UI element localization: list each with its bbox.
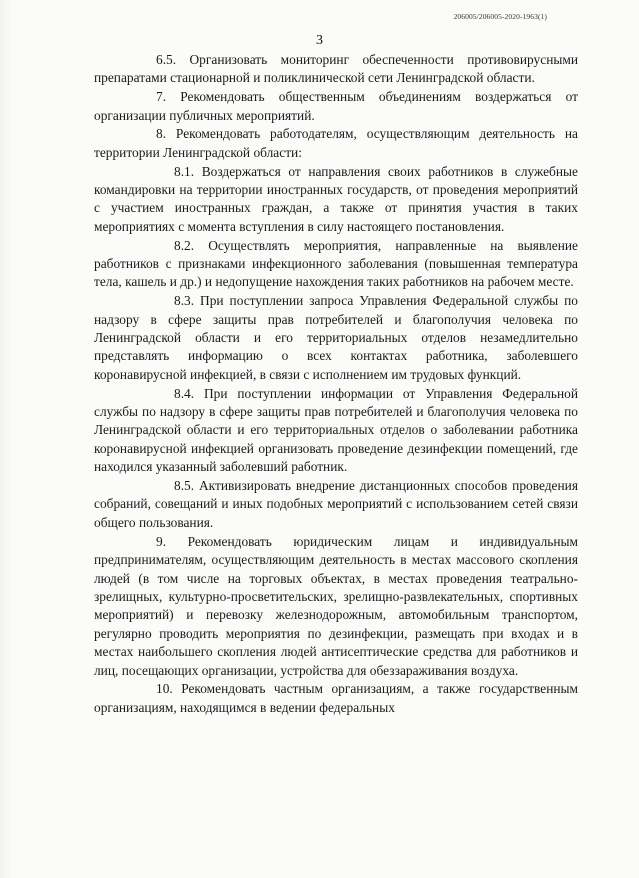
paragraph-8-5: [94, 477, 578, 532]
paragraph-text: Осуществлять мероприятия, направленные на выявление работников с признаками инфекционного заболевания (повышенная температура тела, кашель и др.) и недопущение нахождения таких работников на рабочем месте.: [94, 237, 578, 290]
paragraph-8-3: [94, 292, 578, 384]
paragraph-text: Рекомендовать работодателям, осуществляющим деятельность на территории Ленинградской области:: [94, 126, 578, 160]
paragraph-8-2: [94, 237, 578, 292]
paragraph-number: 8.4.: [174, 385, 195, 401]
paragraph-text: При поступлении информации от Управления Федеральной службы по надзору в сфере защиты прав потребителей и благополучия человека по Ленинградской области и его территориальных отделов о заболевании работника коронавирусной инфекцией организовать проведение дезинфекции помещений, где находился указанный заболевший работник.: [94, 385, 578, 475]
scan-edge-shadow: [0, 0, 12, 878]
paragraph-number: 8.5.: [174, 478, 195, 494]
paragraph-10: [94, 680, 578, 717]
paragraph-number: 8.: [156, 126, 167, 142]
document-body: [94, 51, 578, 718]
paragraph-8: [94, 125, 578, 162]
document-id: 206005/206005-2020-1963(1): [453, 12, 547, 21]
paragraph-number: 6.5.: [156, 52, 177, 67]
paragraph-9: [94, 533, 578, 680]
paragraph-text: Рекомендовать частным организациям, а также государственным организациям, находящимся в ведении федеральных: [94, 681, 578, 715]
page-number: 3: [316, 33, 323, 48]
paragraph-8-4: [94, 385, 578, 477]
paragraph-text: Рекомендовать общественным объединениям воздержаться от организации публичных мероприятий.: [94, 89, 578, 123]
paragraph-text: При поступлении запроса Управления Федеральной службы по надзору в сфере защиты прав потребителей и благополучия человека по Ленинградской области и его территориальных отделов незамедлительно представлять информацию о всех контактах работника, заболевшего коронавирусной инфекцией, в связи с исполнением им трудовых функций.: [94, 293, 578, 382]
paragraph-8-1: [94, 163, 578, 237]
paragraph-number: 7.: [156, 89, 167, 105]
paragraph-number: 8.3.: [174, 293, 195, 309]
paragraph-6-5: [94, 51, 578, 88]
paragraph-number: 8.1.: [174, 163, 195, 179]
paragraph-text: Рекомендовать юридическим лицам и индивидуальным предпринимателям, осуществляющим деятельность в местах массового скопления людей (в том числе на торговых объектах, в местах проведения театрально-зрелищных, культурно-просветительских, зрелищно-развлекательных, спортивных мероприятий) и перевозку железнодорожным, автомобильным транспортом, регулярно проводить мероприятия по дезинфекции, размещать при входах и в местах наибольшего скопления людей антисептические средства для работников и лиц, посещающих организации, устройства для обеззараживания воздуха.: [94, 533, 578, 678]
paragraph-number: 9.: [156, 533, 167, 549]
paragraph-text: Организовать мониторинг обеспеченности противовирусными препаратами стационарной и поликлинической сети Ленинградской области.: [94, 52, 578, 86]
paragraph-number: 8.2.: [174, 237, 195, 253]
paragraph-number: 10.: [156, 681, 173, 697]
paragraph-text: Воздержаться от направления своих работников в служебные командировки на территории иностранных государств, от проведения мероприятий с участием иностранных граждан, а также от принятия участия в таких мероприятиях с момента вступления в силу настоящего постановления.: [94, 163, 578, 234]
paragraph-7: [94, 88, 578, 125]
paragraph-text: Активизировать внедрение дистанционных способов проведения собраний, совещаний и иных подобных мероприятий с использованием сетей связи общего пользования.: [94, 478, 578, 530]
